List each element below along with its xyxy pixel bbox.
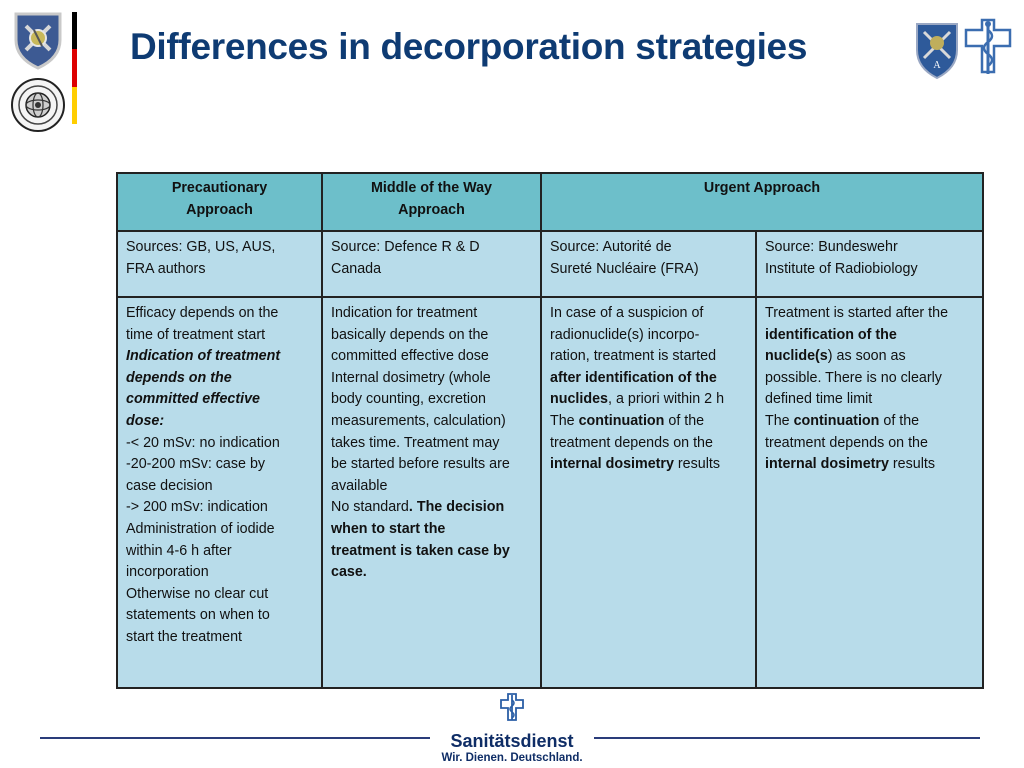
header-precautionary: Precautionary Approach [117,173,322,231]
svg-text:A: A [933,60,941,71]
university-seal-logo [10,77,66,133]
cell-details-urgent-asn: In case of a suspicion of radionuclide(s) incorpo- ration, treatment is started after identification of the nuclides, a priori within 2 h The continuation of the treatment depends on the internal dosimetry results [541,297,756,688]
header-middle-of-the-way: Middle of the Way Approach [322,173,541,231]
german-flag-stripe [72,12,77,124]
cell-details-urgent-bundeswehr: Treatment is started after the identification of the nuclide(s) as soon as possible. There is no clearly defined time limit The continuation of the treatment depends on the internal dosimetry results [756,297,983,688]
table-row-sources [117,231,983,297]
bundeswehr-shield-logo [10,10,66,70]
medical-service-emblem-logo [962,16,1014,80]
table-header-row [117,173,983,231]
header-urgent: Urgent Approach [541,173,983,231]
academy-shield-logo [914,18,960,80]
cell-source-precautionary: Sources: GB, US, AUS, FRA authors [117,231,322,297]
brand-slogan: Wir. Dienen. Deutschland. [441,752,583,764]
comparison-table [116,172,984,689]
brand-name: Sanitätsdienst [450,731,574,751]
page-title: Differences in decorporation strategies [130,26,808,67]
cell-source-urgent-asn: Source: Autorité de Sureté Nucléaire (FRA) [541,231,756,297]
left-logos [10,10,72,138]
cell-details-middle: Indication for treatment basically depends on the committed effective dose Internal dosimetry (whole body counting, excretion measurements, calculation) takes time. Treatment may be started before results are available No standard. The decision when to start the treatment is taken case by case. [322,297,541,688]
footer-divider-left [40,737,430,739]
footer-brand [432,692,592,765]
footer-divider-right [594,737,980,739]
cell-details-precautionary: Efficacy depends on the time of treatment start Indication of treatment depends on the committed effective dose: -< 20 mSv: no indication -20-200 mSv: case by case decision -> 200 mSv: indication Administration of iodide within 4-6 h after incorporation Otherwise no clear cut statements on when to start the treatment [117,297,322,688]
sanitaetsdienst-emblem-icon [499,692,525,722]
cell-source-middle: Source: Defence R & D Canada [322,231,541,297]
right-logos [912,14,1016,80]
table-row-details [117,297,983,688]
cell-source-urgent-bundeswehr: Source: Bundeswehr Institute of Radiobiology [756,231,983,297]
